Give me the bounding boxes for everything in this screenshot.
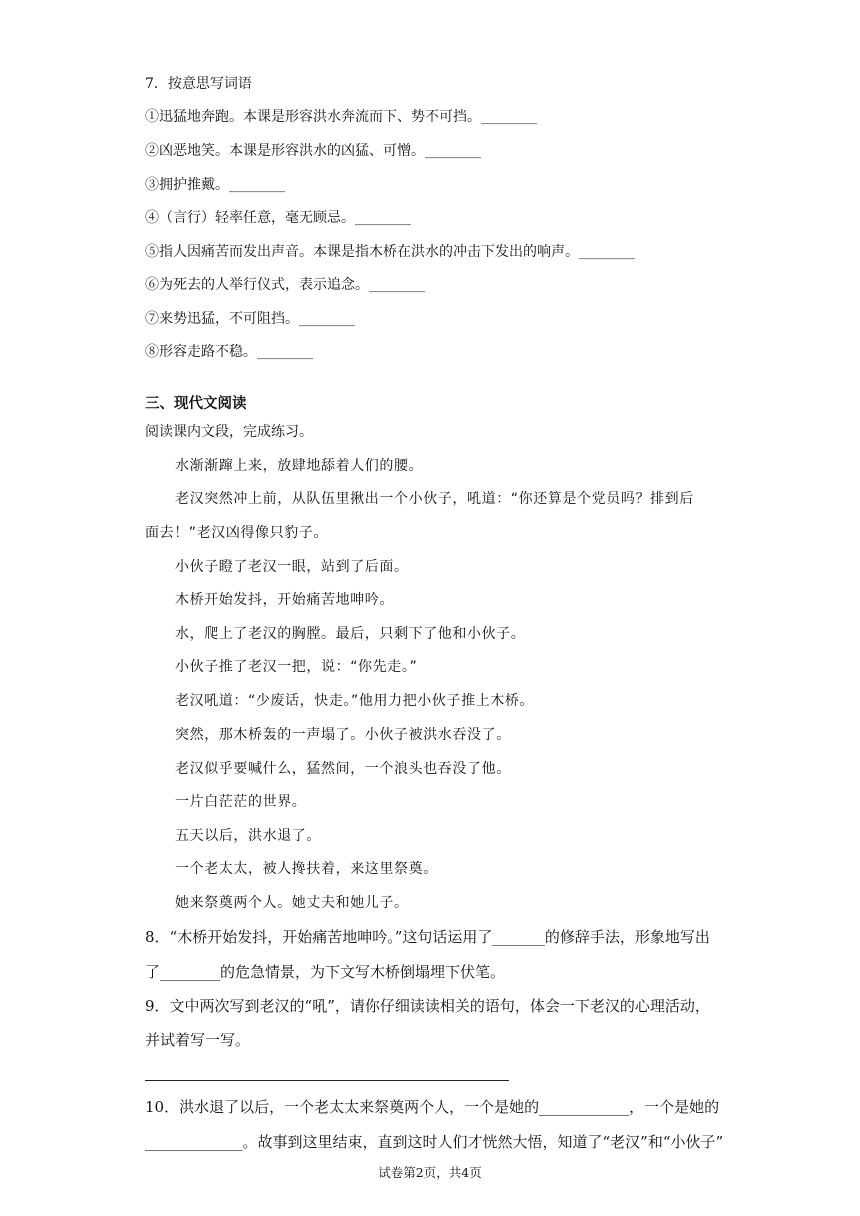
q7-title: 7．按意思写词语 [145,76,252,92]
q8-line-2: 了________的危急情景，为下文写木桥倒塌埋下伏笔。 [145,963,506,981]
q8-line-1: 8．“木桥开始发抖，开始痛苦地呻吟。”这句话运用了_______的修辞手法，形象地写出 [145,928,710,946]
q9-answer-line[interactable] [145,1080,509,1081]
passage-paragraph: 一片白茫茫的世界。 [175,794,307,810]
passage-paragraph: 老汉吼道：“少废话，快走。”他用力把小伙子推上木桥。 [175,693,535,709]
passage-paragraph: 小伙子瞪了老汉一眼，站到了后面。 [175,559,409,575]
passage-paragraph: 突然，那木桥轰的一声塌了。小伙子被洪水吞没了。 [175,727,511,743]
q7-item-5: ⑤指人因痛苦而发出声音。本课是指木桥在洪水的冲击下发出的响声。________ [145,244,635,260]
passage-paragraph: 水渐渐蹿上来，放肆地舔着人们的腰。 [175,458,424,474]
q7-item-4: ④（言行）轻率任意，毫无顾忌。________ [145,210,411,226]
q7-item-2: ②凶恶地笑。本课是形容洪水的凶猛、可憎。________ [145,143,481,159]
passage-paragraph: 五天以后，洪水退了。 [175,828,321,844]
passage-paragraph: 她来祭奠两个人。她丈夫和她儿子。 [175,895,409,911]
passage-paragraph: 一个老太太，被人搀扶着，来这里祭奠。 [175,861,438,877]
q7-item-1: ①迅猛地奔跑。本课是形容洪水奔流而下、势不可挡。________ [145,109,537,125]
q10-line-2: _____________。故事到这里结束，直到这时人们才恍然大悟，知道了“老汉”和“小伙子” [145,1133,724,1151]
q10-line-1: 10．洪水退了以后，一个老太太来祭奠两个人，一个是她的____________，一个是她的 [145,1098,720,1116]
page-footer: 试卷第2页，共4页 [378,1165,482,1180]
passage-paragraph-continued: 面去！”老汉凶得像只豹子。 [145,525,329,541]
passage-paragraph: 老汉似乎要喊什么，猛然间，一个浪头也吞没了他。 [175,761,511,777]
q9-line-1: 9．文中两次写到老汉的“吼”，请你仔细读读相关的语句，体会一下老汉的心理活动， [145,997,710,1015]
q7-item-6: ⑥为死去的人举行仪式，表示追念。________ [145,277,425,293]
section-heading: 三、现代文阅读 [145,396,247,412]
q7-item-3: ③拥护推戴。________ [145,177,285,193]
passage-paragraph: 老汉突然冲上前，从队伍里揪出一个小伙子，吼道：“你还算是个党员吗？排到后 [175,491,694,507]
section-instruction: 阅读课内文段，完成练习。 [145,424,313,440]
passage-paragraph: 木桥开始发抖，开始痛苦地呻吟。 [175,592,394,608]
q7-item-8: ⑧形容走路不稳。________ [145,344,313,360]
q9-line-2: 并试着写一写。 [145,1031,251,1049]
passage-paragraph: 小伙子推了老汉一把，说：“你先走。” [175,659,418,675]
q7-item-7: ⑦来势迅猛，不可阻挡。________ [145,311,355,327]
passage-paragraph: 水，爬上了老汉的胸膛。最后，只剩下了他和小伙子。 [175,626,526,642]
